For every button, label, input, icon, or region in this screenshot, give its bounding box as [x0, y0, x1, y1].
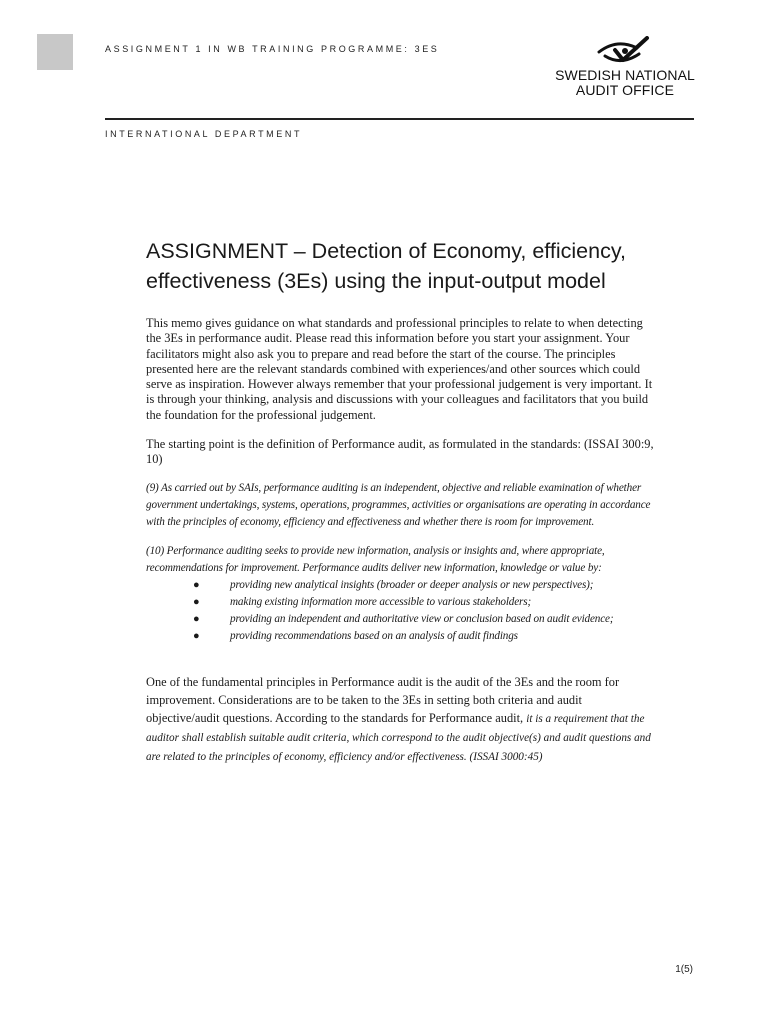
header-divider: [105, 118, 694, 120]
bullet-icon: ●: [193, 595, 200, 608]
org-name-line2: AUDIT OFFICE: [575, 82, 675, 98]
principles-paragraph: [146, 673, 658, 766]
issai-quote-10: (10) Performance auditing seeks to provide new information, analysis or insights and, where appropriate, recommendations for improvement. Performance audits deliver new information, knowledge or value by:: [146, 544, 605, 574]
document-header-title: ASSIGNMENT 1 IN WB TRAINING PROGRAMME: 3ES: [105, 44, 440, 54]
bullet-icon: ●: [193, 629, 200, 642]
page-title: ASSIGNMENT – Detection of Economy, efficiency, effectiveness (3Es) using the input-output model: [146, 239, 626, 293]
bullet-icon: ●: [193, 612, 200, 625]
org-name-line1: SWEDISH NATIONAL: [555, 67, 695, 83]
starting-point-paragraph: The starting point is the definition of Performance audit, as formulated in the standards: (ISSAI 300:9, 10): [146, 437, 654, 467]
eye-check-logo-icon: [595, 36, 655, 68]
bullet-icon: ●: [193, 578, 200, 591]
principles-text: One of the fundamental principles in Performance audit is the audit of the 3Es and the room for improvement. Considerations are to be taken to the 3Es in setting both criteria and audit objective/audit questions. According to the standards for Performance audit,: [146, 674, 620, 725]
header-placeholder-square: [37, 34, 73, 70]
list-item: ● providing recommendations based on an analysis of audit findings: [230, 628, 658, 645]
bullet-list: [146, 577, 658, 645]
department-label: INTERNATIONAL DEPARTMENT: [105, 129, 303, 139]
issai-quote-9: (9) As carried out by SAIs, performance auditing is an independent, objective and reliable examination of whether government undertakings, systems, operations, programmes, activities or organisations are operating in accordance with the principles of economy, efficiency and effectiveness and whether there is room for improvement.: [146, 481, 651, 528]
principles-quote: it is a requirement that the auditor shall establish suitable audit criteria, which correspond to the audit objective(s) and audit questions and are related to the principles of economy, efficiency and/or effectiveness. (ISSAI 3000:45): [146, 712, 651, 763]
intro-paragraph: This memo gives guidance on what standards and professional principles to relate to when detecting the 3Es in performance audit. Please read this information before you start your assignment. Your facilitators might also ask you to prepare and read before the start of the course. The principles presented here are the relevant standards combined with experiences/and other sources which could serve as inspiration. However always remember that your professional judgement is very important. It is through your thinking, analysis and discussions with your colleagues and facilitators that you build the foundation for the professional judgement.: [146, 316, 653, 422]
document-body: [146, 236, 658, 766]
list-item: ● making existing information more accessible to various stakeholders;: [230, 594, 658, 611]
list-item: ● providing new analytical insights (broader or deeper analysis or new perspectives);: [230, 577, 658, 594]
list-item: ● providing an independent and authoritative view or conclusion based on audit evidence;: [230, 611, 658, 628]
sai-logo: [550, 36, 700, 106]
page-number: 1(5): [675, 964, 693, 975]
